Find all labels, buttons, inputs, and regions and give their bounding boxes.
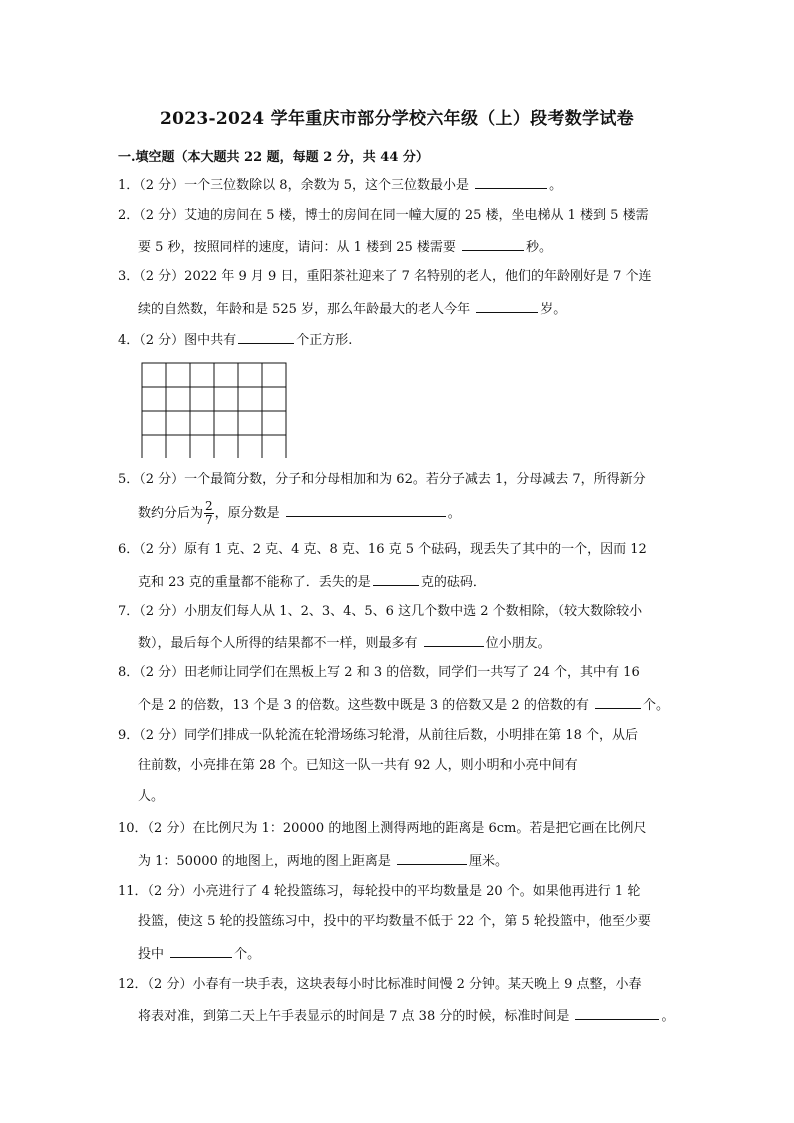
grid-cell <box>190 435 214 458</box>
answer-blank[interactable] <box>238 330 294 344</box>
question-12-line-1: 12．（2 分）小春有一块手表，这块表每小时比标准时间慢 2 分钟。某天晚上 9 点整，小春 <box>118 977 642 992</box>
grid-cell <box>190 411 214 435</box>
answer-blank[interactable] <box>373 572 419 586</box>
answer-blank[interactable] <box>424 633 484 647</box>
question-9-line-3: 人。 <box>138 789 165 804</box>
question-6-line-1: 6．（2 分）原有 1 克、2 克、4 克、8 克、16 克 5 个砝码，现丢失了其中的一个，因而 12 <box>118 542 647 557</box>
grid-cell <box>190 363 214 387</box>
question-2-line-1: 2．（2 分）艾迪的房间在 5 楼，博士的房间在同一幢大厦的 25 楼，坐电梯从 1 楼到 5 楼需 <box>118 208 649 223</box>
question-7-line-2: 数），最后每个人所得的结果都不一样，则最多有 位小朋友。 <box>138 633 551 653</box>
grid-cell <box>166 363 190 387</box>
grid-cell <box>214 387 238 411</box>
grid-cell <box>166 387 190 411</box>
answer-blank[interactable] <box>476 299 538 313</box>
grid-cell <box>166 435 190 458</box>
grid-cell <box>238 411 262 435</box>
answer-blank[interactable] <box>170 944 232 958</box>
question-3-line-1: 3．（2 分）2022 年 9 月 9 日，重阳茶社迎来了 7 名特别的老人，他们的年龄刚好是 7 个连 <box>118 269 652 284</box>
page-title: 2023-2024 学年重庆市部分学校六年级（上）段考数学试卷 <box>160 109 634 129</box>
answer-blank[interactable] <box>475 175 547 189</box>
question-11-line-1: 11．（2 分）小亮进行了 4 轮投篮练习，每轮投中的平均数量是 20 个。如果他再进行 1 轮 <box>118 884 641 899</box>
answer-blank[interactable] <box>575 1006 659 1020</box>
question-2-line-2: 要 5 秒，按照同样的速度，请问：从 1 楼到 25 楼需要 秒。 <box>138 237 552 257</box>
question-3-line-2: 续的自然数，年龄和是 525 岁，那么年龄最大的老人今年 岁。 <box>138 299 566 319</box>
square-grid-figure <box>141 362 287 462</box>
question-4-line-1: 4．（2 分）图中共有 个正方形. <box>118 330 352 350</box>
grid-cell <box>142 363 166 387</box>
grid-cell <box>262 435 286 458</box>
grid-cell <box>142 411 166 435</box>
grid-cell <box>214 363 238 387</box>
section-heading: 一.填空题（本大题共 22 题，每题 2 分，共 44 分） <box>118 150 429 165</box>
question-8-line-1: 8．（2 分）田老师让同学们在黑板上写 2 和 3 的倍数，同学们一共写了 24 个，其中有 16 <box>118 665 640 680</box>
question-7-line-1: 7．（2 分）小朋友们每人从 1、2、3、4、5、6 这几个数中选 2 个数相除，（较大数除较小 <box>118 604 643 619</box>
answer-blank[interactable] <box>286 503 446 517</box>
grid-cell <box>142 435 166 458</box>
fraction: $\frac{2}{7}$ <box>205 499 213 527</box>
answer-blank[interactable] <box>595 695 641 709</box>
question-11-line-3: 投中 个。 <box>138 944 260 964</box>
question-5-line-1: 5．（2 分）一个最简分数，分子和分母相加和为 62。若分子减去 1，分母减去 7，所得新分 <box>118 472 646 487</box>
grid-cell <box>238 435 262 458</box>
question-1-line-1: 1．（2 分）一个三位数除以 8，余数为 5，这个三位数最小是 。 <box>118 175 562 195</box>
grid-cell <box>190 387 214 411</box>
question-12-line-2: 将表对准，到第二天上午手表显示的时间是 7 点 38 分的时候，标准时间是 。 <box>138 1006 675 1026</box>
grid-cell <box>142 387 166 411</box>
grid-cell <box>238 363 262 387</box>
question-8-line-2: 个是 2 的倍数，13 个是 3 的倍数。这些数中既是 3 的倍数又是 2 的倍数的有 个。 <box>138 695 669 715</box>
grid-cell <box>166 411 190 435</box>
answer-blank[interactable] <box>397 851 467 865</box>
grid-cell <box>214 435 238 458</box>
question-5-line-2: 数约分后为 $\frac{2}{7}$ ，原分数是 。 <box>138 499 461 527</box>
grid-cell <box>214 411 238 435</box>
grid-cell <box>262 387 286 411</box>
question-9-line-2: 往前数，小亮排在第 28 个。已知这一队一共有 92 人，则小明和小亮中间有 <box>138 758 578 773</box>
question-9-line-1: 9．（2 分）同学们排成一队轮流在轮滑场练习轮滑，从前往后数，小明排在第 18 个，从后 <box>118 728 638 743</box>
grid-cell <box>262 363 286 387</box>
answer-blank[interactable] <box>462 237 524 251</box>
question-10-line-2: 为 1：50000 的地图上，两地的图上距离是 厘米。 <box>138 851 508 871</box>
square-grid <box>141 362 287 458</box>
question-6-line-2: 克和 23 克的重量都不能称了．丢失的是 克的砝码． <box>138 572 486 592</box>
grid-cell <box>238 387 262 411</box>
question-10-line-1: 10．（2 分）在比例尺为 1：20000 的地图上测得两地的距离是 6cm。若是把它画在比例尺 <box>118 821 647 836</box>
question-11-line-2: 投篮，使这 5 轮的投篮练习中，投中的平均数量不低于 22 个，第 5 轮投篮中，他至少要 <box>138 914 651 929</box>
grid-cell <box>262 411 286 435</box>
